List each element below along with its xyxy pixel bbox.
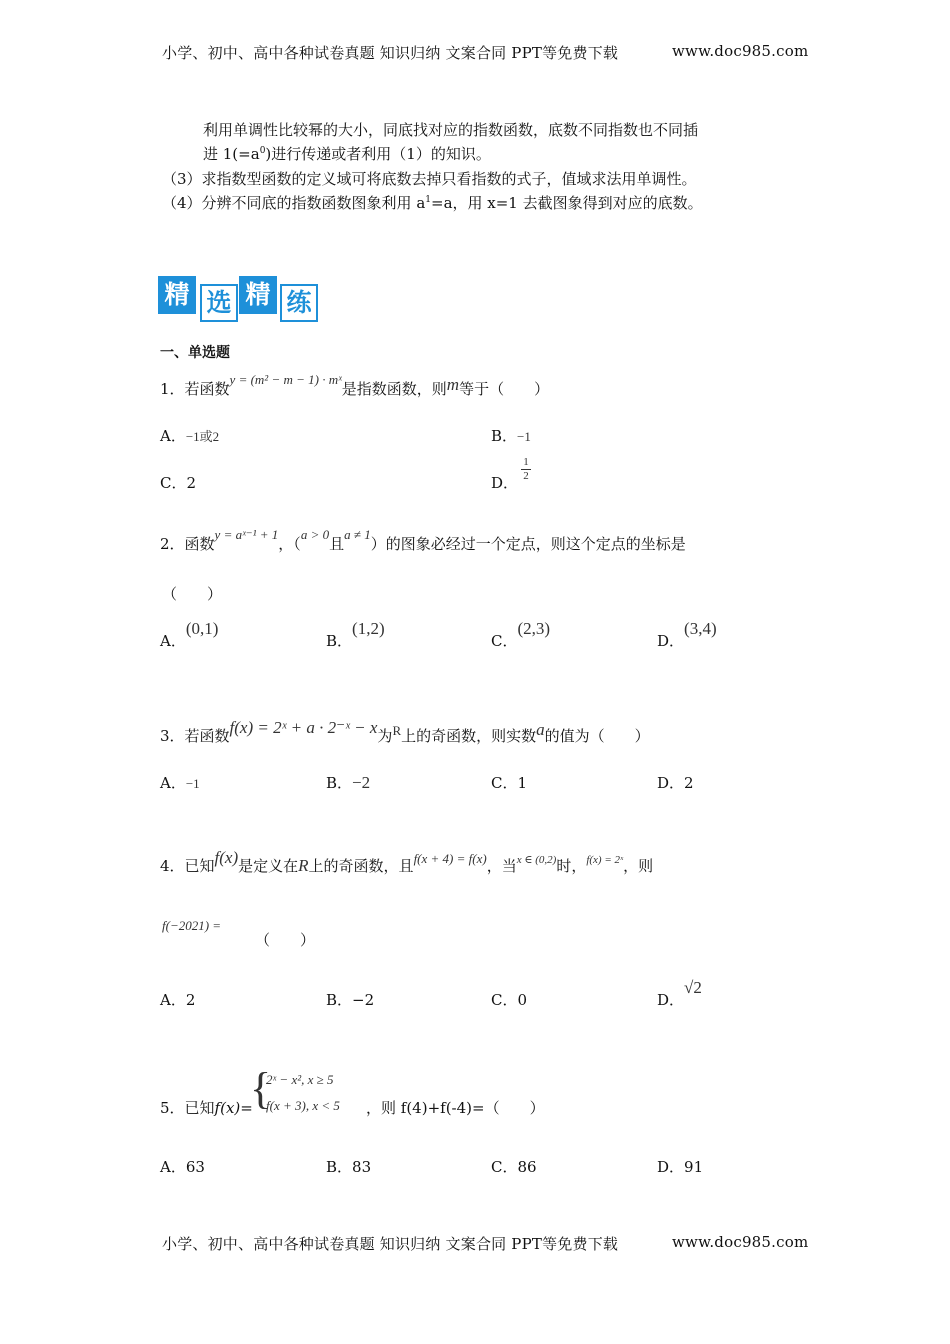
question-2: 2．函数y = aˣ⁻¹ + 1，（a > 0且a ≠ 1）的图象必经过一个定点，则这个定点的坐标是 <box>160 527 686 553</box>
q2-option-a[interactable]: A．(0,1) <box>160 619 219 650</box>
intro-line-2: 进 $1(=a^0)$进行传递或者利用（1）的知识。 <box>203 145 491 163</box>
q4-answer-blank: （ ） <box>255 931 316 949</box>
header-text: 小学、初中、高中各种试卷真题 知识归纳 文案合同 PPT等免费下载 <box>162 44 619 62</box>
q4-fx: f(x) <box>214 848 239 867</box>
footer-url[interactable]: www.doc985.com <box>672 1233 809 1251</box>
q4-option-d[interactable]: D．√2 <box>657 978 702 1009</box>
badge-char-1: 精 <box>158 276 196 314</box>
intro-line-4: （4）分辨不同底的指数函数图象利用 $a^1=a$，用 x=1 去截图象得到对应的底数。 <box>162 194 703 212</box>
question-1: 1．若函数y = (m² − m − 1) · mˣ是指数函数，则m等于（ ） <box>160 372 550 398</box>
q2-formula: y = aˣ⁻¹ + 1 <box>214 527 279 542</box>
q4-option-b[interactable]: B．−2 <box>326 991 375 1009</box>
badge-char-4: 练 <box>280 284 318 322</box>
q2-option-c[interactable]: C．(2,3) <box>491 619 551 650</box>
q1-formula: y = (m² − m − 1) · mˣ <box>229 372 342 387</box>
section-title: 一、单选题 <box>160 345 230 361</box>
badge-char-2: 选 <box>200 284 238 322</box>
q5-option-b[interactable]: B．83 <box>326 1158 372 1176</box>
q1-option-b[interactable]: B．−1 <box>491 427 531 445</box>
q1-option-d[interactable]: D． <box>491 474 519 492</box>
intro-line-1: 利用单调性比较幂的大小，同底找对应的指数函数，底数不同指数也不同插 <box>203 121 699 139</box>
q4-option-c[interactable]: C．0 <box>491 991 528 1009</box>
q2-option-d[interactable]: D．(3,4) <box>657 619 717 650</box>
q4-option-a[interactable]: A．2 <box>160 991 196 1009</box>
question-5-tail: ，则 f(4)+f(-4)=（ ） <box>366 1099 545 1117</box>
badge-char-3: 精 <box>239 276 277 314</box>
q1-option-a[interactable]: A．−1或2 <box>160 427 220 445</box>
q3-option-d[interactable]: D．2 <box>657 774 694 792</box>
q4-target: f(−2021) = <box>162 918 222 933</box>
q1-option-d-fraction: 1 2 <box>521 456 531 483</box>
question-4: 4．已知f(x)是定义在R上的奇函数，且f(x + 4) = f(x)，当$^{x \in (0,2)}$时，$^{f(x) = 2ˣ}$，则 <box>160 848 654 875</box>
q3-option-a[interactable]: A．−1 <box>160 774 200 792</box>
q5-option-d[interactable]: D．91 <box>657 1158 704 1176</box>
q2-option-b[interactable]: B．(1,2) <box>326 619 385 650</box>
q4-period: f(x + 4) = f(x) <box>413 851 487 866</box>
q1-option-c[interactable]: C．2 <box>160 474 197 492</box>
q3-option-c[interactable]: C．1 <box>491 774 528 792</box>
q5-brace: { <box>250 1064 272 1113</box>
intro-line-3: （3）求指数型函数的定义域可将底数去掉只看指数的式子，值域求法用单调性。 <box>162 170 697 188</box>
q5-option-a[interactable]: A．63 <box>160 1158 205 1176</box>
q5-case-2: f(x + 3), x < 5 <box>266 1098 340 1113</box>
q2-answer-blank: （ ） <box>162 585 223 603</box>
q5-option-c[interactable]: C．86 <box>491 1158 537 1176</box>
question-5-prefix: 5．已知f(x)= <box>160 1099 253 1117</box>
footer-text: 小学、初中、高中各种试卷真题 知识归纳 文案合同 PPT等免费下载 <box>162 1235 619 1253</box>
q3-option-b[interactable]: B．−2 <box>326 773 371 792</box>
q5-case-1: 2ˣ − x², x ≥ 5 <box>266 1072 334 1087</box>
q3-formula: f(x) = 2ˣ + a · 2⁻ˣ − x <box>229 718 378 737</box>
header-url[interactable]: www.doc985.com <box>672 42 809 60</box>
question-3: 3．若函数f(x) = 2ˣ + a · 2⁻ˣ − x为R上的奇函数，则实数a的值为（ ） <box>160 718 650 745</box>
